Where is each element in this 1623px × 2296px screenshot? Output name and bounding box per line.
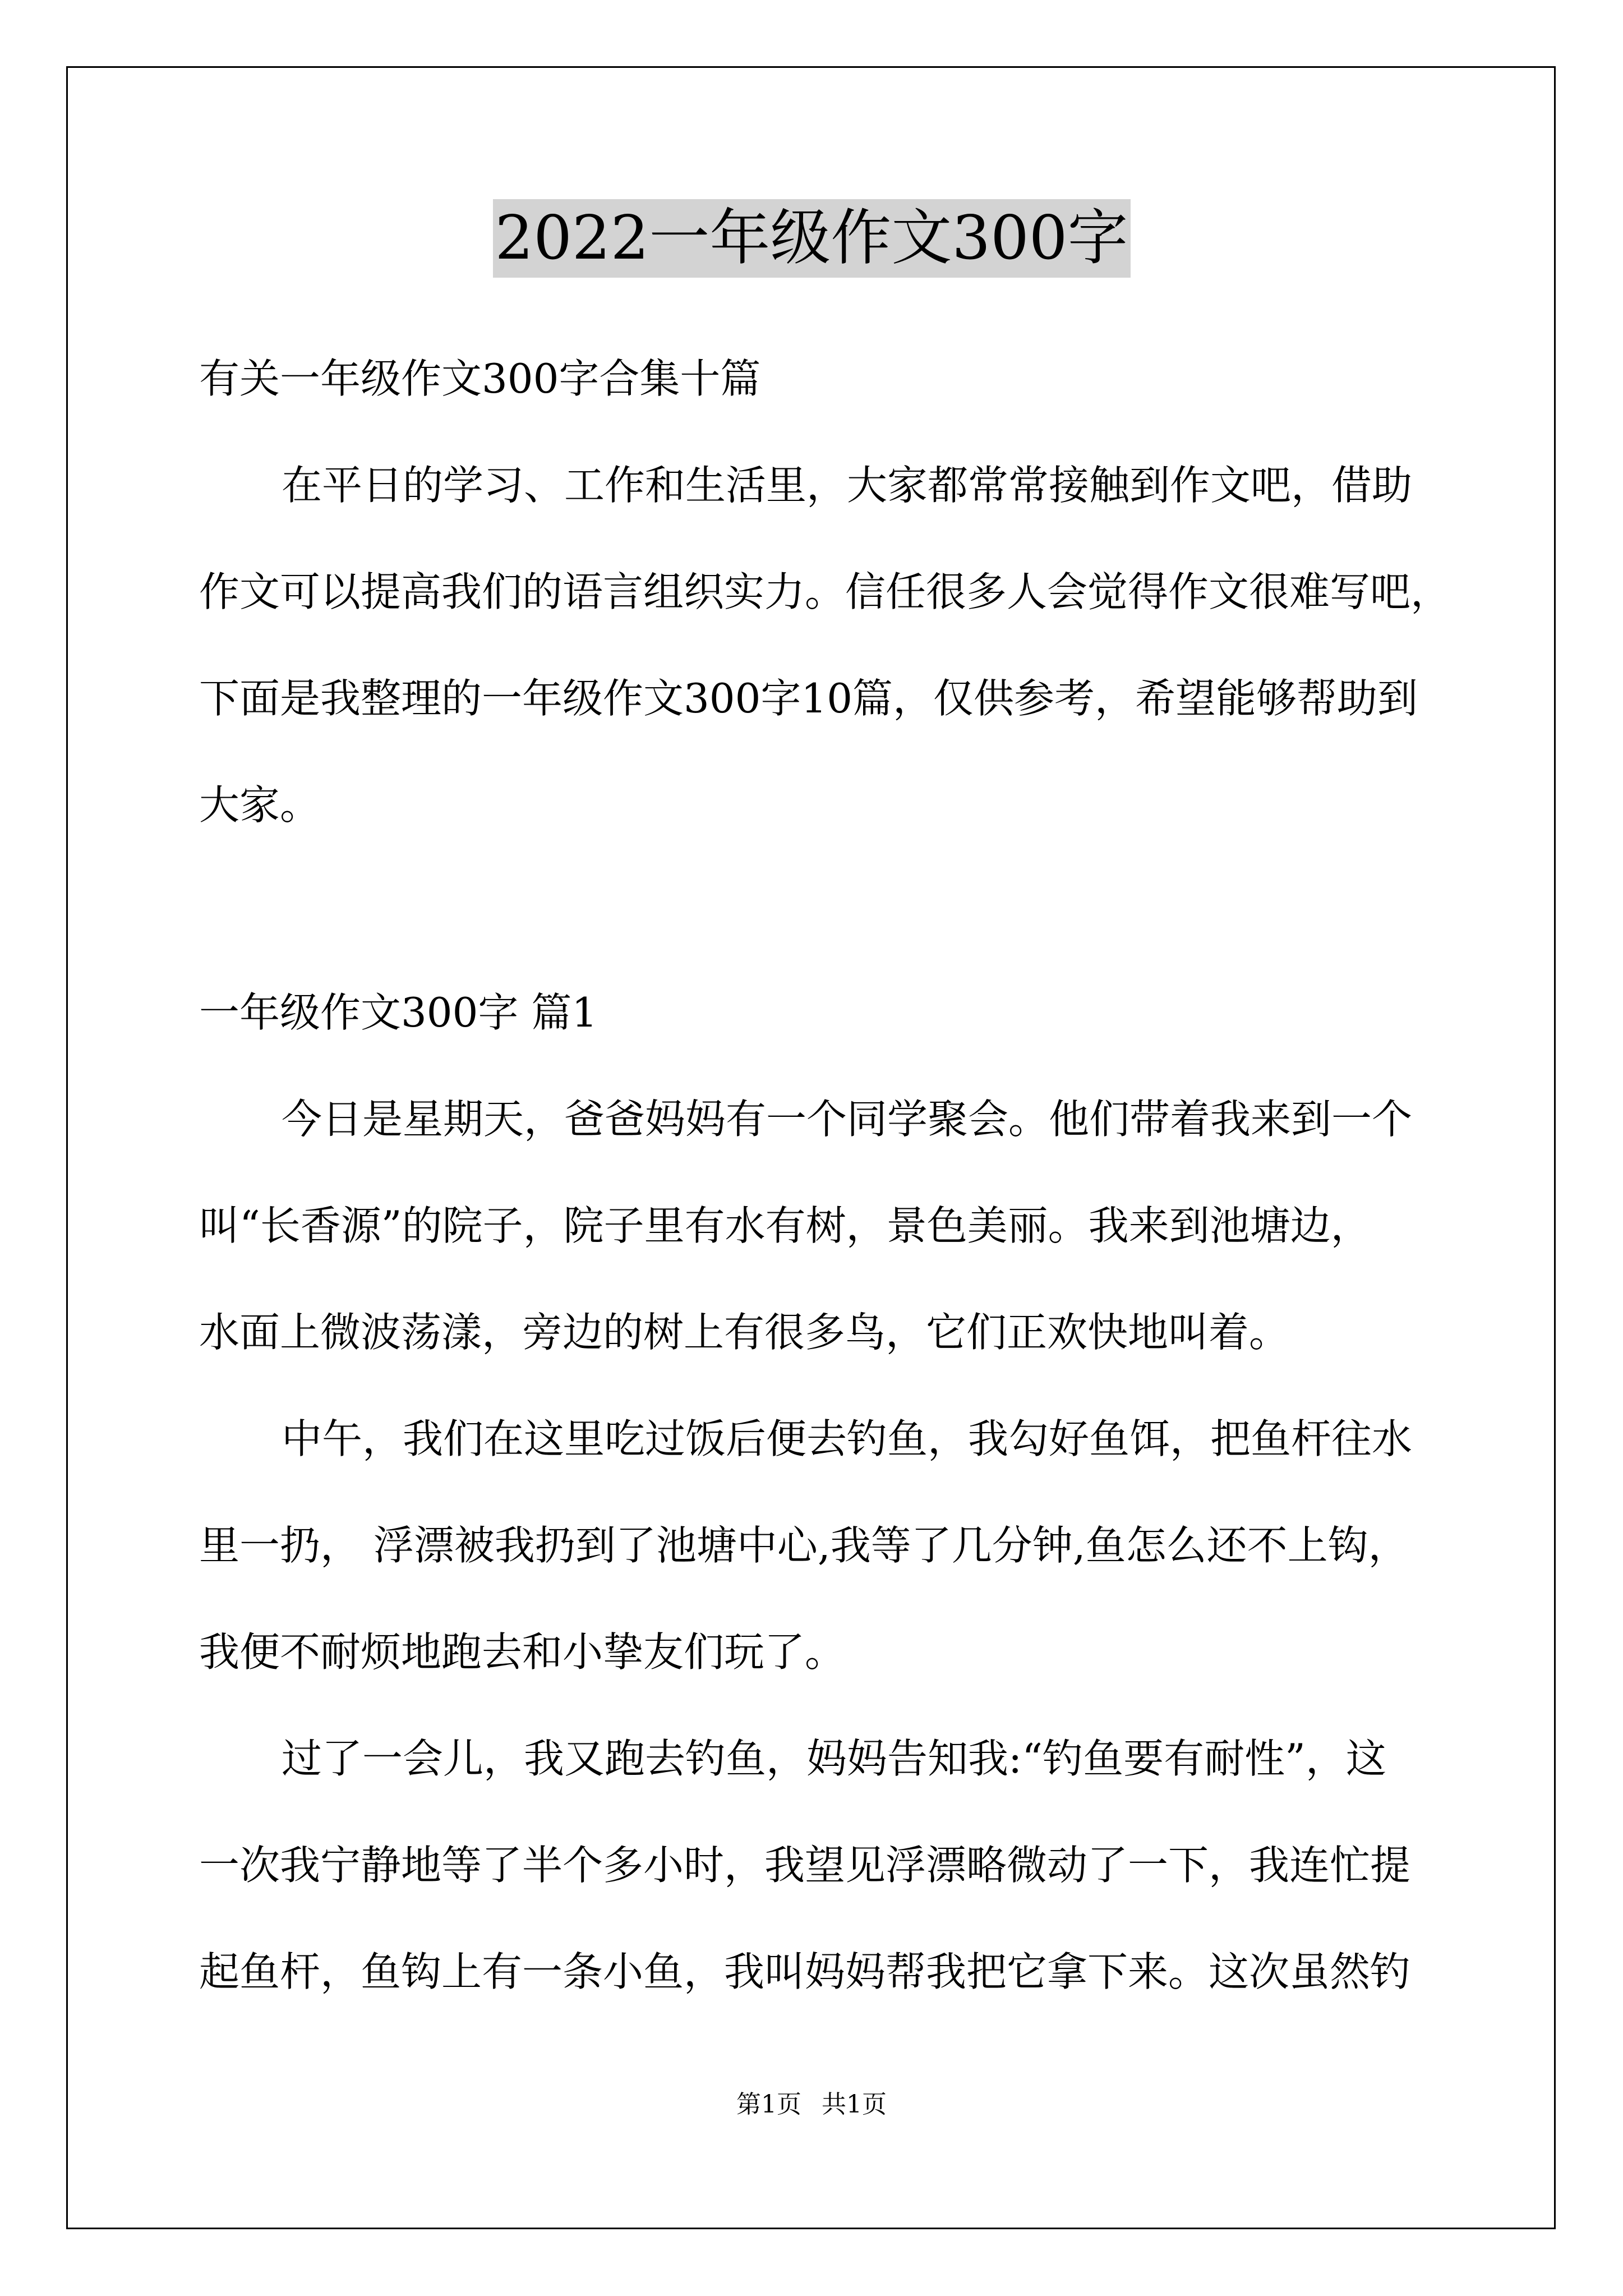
intro-line-4: 大家。 — [199, 781, 321, 829]
para2-line-2: 里一扔， 浮漂被我扔到了池塘中心,我等了几分钟,鱼怎么还不上钩， — [199, 1522, 1409, 1569]
para3-line-2: 一次我宁静地等了半个多小时，我望见浮漂略微动了一下，我连忙提 — [199, 1842, 1411, 1889]
page-number: 第1页 — [736, 2090, 801, 2119]
intro-line-1: 在平日的学习、工作和生活里，大家都常常接触到作文吧，借助 — [282, 462, 1413, 509]
para1-line-3: 水面上微波荡漾，旁边的树上有很多鸟，它们正欢快地叫着。 — [199, 1309, 1290, 1356]
intro-line-2: 作文可以提高我们的语言组织实力。信任很多人会觉得作文很难写吧， — [199, 568, 1451, 615]
document-title: 2022一年级作文300字 — [493, 199, 1131, 278]
para2-line-1: 中午，我们在这里吃过饭后便去钓鱼，我勾好鱼饵，把鱼杆往水 — [282, 1415, 1413, 1462]
document-subtitle: 有关一年级作文300字合集十篇 — [199, 355, 761, 402]
page-total: 共1页 — [822, 2090, 887, 2119]
para1-line-2: 叫“长香源”的院子，院子里有水有树，景色美丽。我来到池塘边， — [199, 1202, 1371, 1249]
section-heading: 一年级作文300字 篇1 — [199, 989, 598, 1036]
intro-line-3: 下面是我整理的一年级作文300字10篇，仅供参考，希望能够帮助到 — [199, 675, 1418, 722]
para3-line-1: 过了一会儿，我又跑去钓鱼，妈妈告知我:“钓鱼要有耐性”，这 — [282, 1735, 1386, 1782]
title-container — [0, 199, 1623, 278]
para1-line-1: 今日是星期天，爸爸妈妈有一个同学聚会。他们带着我来到一个 — [282, 1096, 1413, 1143]
para2-line-3: 我便不耐烦地跑去和小挚友们玩了。 — [199, 1628, 846, 1676]
page-footer — [0, 2088, 1623, 2122]
para3-line-3: 起鱼杆，鱼钩上有一条小鱼，我叫妈妈帮我把它拿下来。这次虽然钓 — [199, 1948, 1411, 1995]
